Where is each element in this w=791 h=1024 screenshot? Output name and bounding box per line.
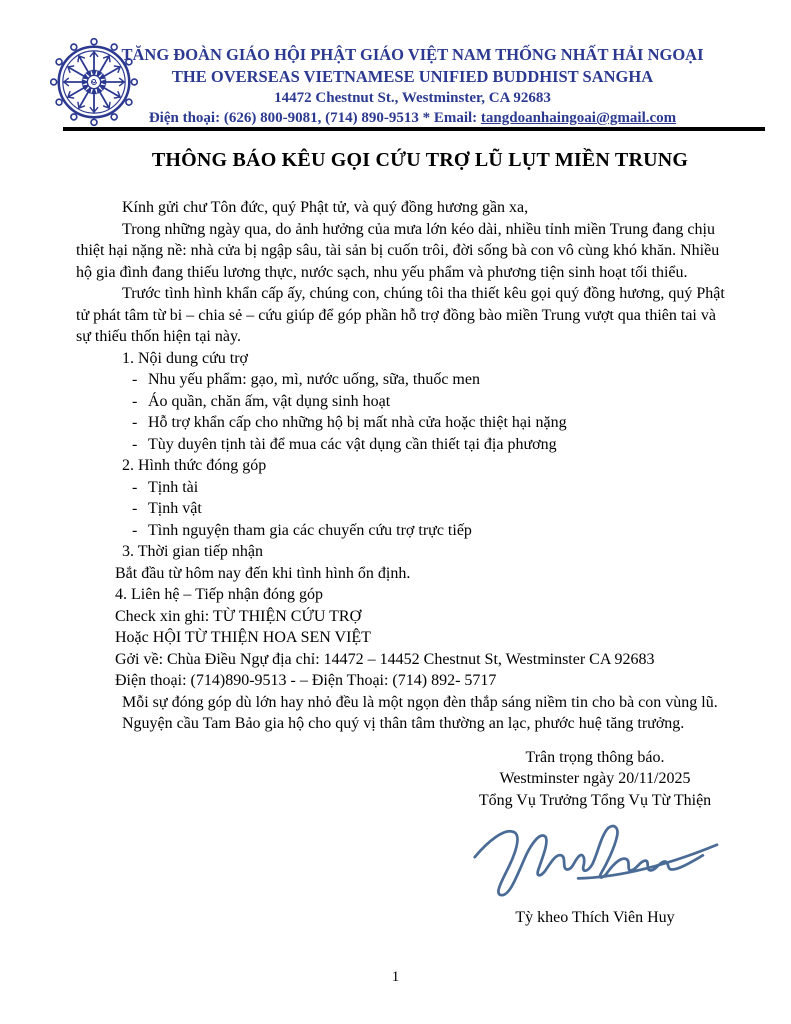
bullet-item [76, 477, 728, 499]
org-contact-line [75, 108, 750, 128]
bullet-text: Tịnh vật [148, 500, 202, 517]
bullet-text: Hỗ trợ khẩn cấp cho những hộ bị mất nhà cửa hoặc thiệt hại nặng [148, 414, 567, 431]
bullet-text: Nhu yếu phẩm: gạo, mì, nước uống, sữa, thuốc men [148, 371, 480, 388]
section-heading-2: 2. Hình thức đóng góp [122, 457, 267, 474]
org-name-en: THE OVERSEAS VIETNAMESE UNIFIED BUDDHIST SANGHA [171, 67, 654, 86]
page-number: 1 [391, 969, 400, 985]
contact-line: Check xin ghi: TỪ THIỆN CỨU TRỢ [115, 607, 362, 625]
letter-body [76, 197, 728, 929]
bullet-text: Tùy duyên tịnh tài để mua các vật dụng cần thiết tại địa phương [148, 435, 557, 453]
sign-off-block [445, 747, 745, 929]
paragraph: Mỗi sự đóng góp dù lớn hay nhỏ đều là một ngọn đèn thắp sáng niềm tin cho bà con vùng lũ. [122, 693, 718, 711]
bullet-text: Tịnh tài [148, 478, 199, 496]
dash-bullet-icon: - [132, 478, 138, 496]
dash-bullet-icon: - [132, 521, 138, 539]
section-note: Bắt đầu từ hôm nay đến khi tình hình ổn định. [115, 564, 411, 582]
bullet-item [76, 498, 728, 520]
section-heading-1: 1. Nội dung cứu trợ [122, 349, 249, 367]
bullet-text: Áo quần, chăn ấm, vật dụng sinh hoạt [148, 392, 391, 410]
dash-bullet-icon: - [132, 435, 138, 453]
letter-title: THÔNG BÁO KÊU GỌI CỨU TRỢ LŨ LỤT MIỀN TRUNG [151, 149, 689, 171]
contact-line: Gởi về: Chùa Điều Ngự địa chỉ: 14472 – 14452 Chestnut St, Westminster CA 92683 [115, 650, 655, 668]
bullet-item [76, 434, 728, 456]
bullet-item [76, 369, 728, 391]
letterhead [75, 44, 750, 128]
contact-line: Điện thoại: (714)890-9513 - – Điện Thoại: (714) 892- 5717 [115, 672, 497, 689]
bullet-item [76, 520, 728, 542]
org-name-vi: TĂNG ĐOÀN GIÁO HỘI PHẬT GIÁO VIỆT NAM THỐNG NHẤT HẢI NGOẠI [121, 45, 704, 64]
signatory-name: Tỳ kheo Thích Viên Huy [515, 909, 675, 926]
dash-bullet-icon: - [132, 371, 138, 388]
contact-text: Điện thoại: (626) 800-9081, (714) 890-9513 * Email: [148, 110, 481, 126]
paragraph: Trước tình hình khẩn cấp ấy, chúng con, chúng tôi tha thiết kêu gọi quý đồng hương, quý Phật tử phát tâm từ bi – chia sẻ – cứu giúp để góp phần hỗ trợ đồng bào miền Trung vượt qua thiên tai và sự thiếu thốn hiện tại này. [76, 285, 725, 345]
section-heading-4: 4. Liên hệ – Tiếp nhận đóng góp [115, 586, 323, 603]
salutation: Kính gửi chư Tôn đức, quý Phật tử, và quý đồng hương gần xa, [122, 199, 529, 216]
bullet-item [76, 391, 728, 413]
paragraph: Trong những ngày qua, do ảnh hưởng của mưa lớn kéo dài, nhiều tỉnh miền Trung đang chịu thiệt hại nặng nề: nhà cửa bị ngập sâu, tài sản bị cuốn trôi, đời sống bà con vô cùng khó khăn. Nhiều hộ gia đình đang thiếu lương thực, nước sạch, nhu yếu phẩm và phương tiện sinh hoạt tối thiểu. [76, 220, 720, 281]
signature-ink [456, 820, 734, 904]
paragraph: Nguyện cầu Tam Bảo gia hộ cho quý vị thân tâm thường an lạc, phước huệ tăng trưởng. [122, 715, 685, 732]
dash-bullet-icon: - [132, 392, 138, 410]
dash-bullet-icon: - [132, 500, 138, 517]
place-date-line: Westminster ngày 20/11/2025 [499, 770, 691, 787]
closing-line: Trân trọng thông báo. [525, 748, 665, 766]
dash-bullet-icon: - [132, 414, 138, 431]
bullet-item [76, 412, 728, 434]
letterhead-divider [63, 127, 765, 131]
contact-line: Hoặc HỘI TỪ THIỆN HOA SEN VIỆT [115, 629, 371, 646]
bullet-text: Tình nguyện tham gia các chuyến cứu trợ trực tiếp [148, 521, 472, 539]
email-link[interactable]: tangdoanhaingoai@gmail.com [480, 110, 677, 126]
org-address: 14472 Chestnut St., Westminster, CA 92683 [274, 90, 551, 106]
signer-title-line: Tổng Vụ Trưởng Tổng Vụ Từ Thiện [478, 791, 712, 809]
section-heading-3: 3. Thời gian tiếp nhận [122, 543, 264, 560]
